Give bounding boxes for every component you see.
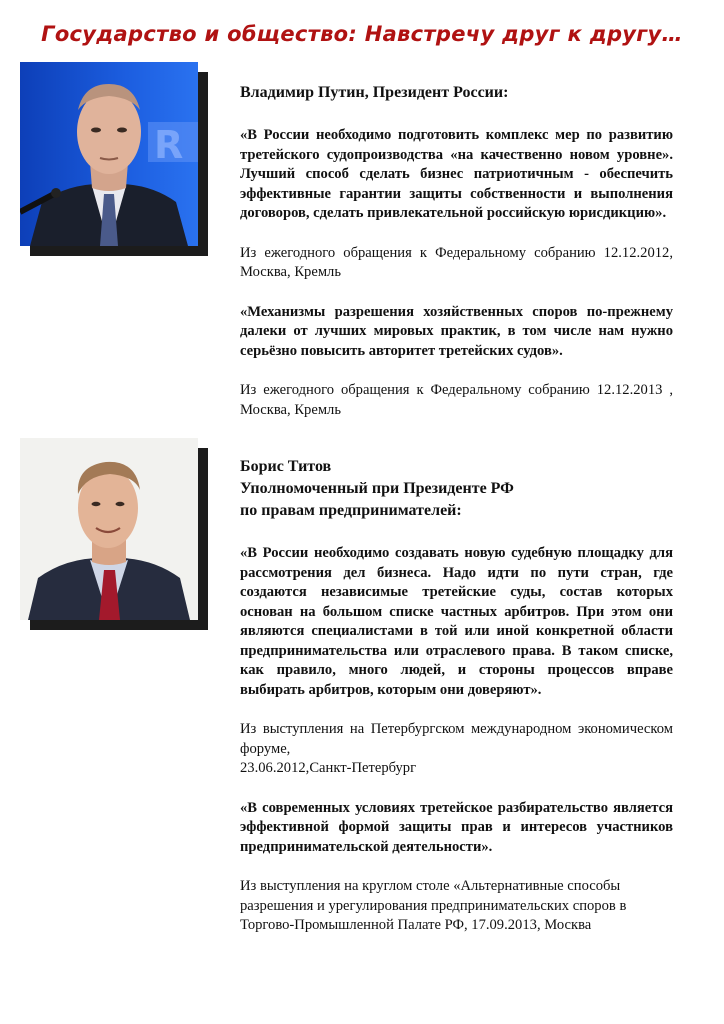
speaker-name: Владимир Путин, Президент России: — [240, 84, 509, 101]
speaker-title: по правам предпринимателей: — [240, 502, 462, 519]
quote: «В России необходимо подготовить комплекс мер по развитию третейского судопроизводства «на качественно новом уровне». Лучший способ сделать бизнес патриотичным - обеспечить эффективные гарантии защиты собственности и выполнения договоров, сделать привлекательной российскую юрисдикцию». — [240, 127, 673, 221]
quote-source: Из ежегодного обращения к Федеральному собранию 12.12.2013 , Москва, Кремль — [240, 382, 673, 418]
quote-source: Из выступления на Петербургском международном экономическом форуме, — [240, 721, 673, 757]
putin-statements — [240, 82, 673, 420]
titov-statements — [240, 456, 673, 936]
quote: «Механизмы разрешения хозяйственных споров по-прежнему далеки от лучших мировых практик, в том числе нам нужно серьёзно повысить авторитет третейских судов». — [240, 303, 673, 359]
quote-source: Из ежегодного обращения к Федеральному собранию 12.12.2012, Москва, Кремль — [240, 244, 673, 280]
page-title: Государство и общество: Навстречу друг к другу… — [41, 22, 683, 46]
quote: «В России необходимо создавать новую судебную площадку для рассмотрения дел бизнеса. Надо идти по пути стран, где создаются независимые третейские суды, состав которых основан на большом списке частных арбитров. При этом они являются специалистами в той или иной конкретной области предпринимательства или отраслевого права. В таком списке, как правило, много людей, и стороны процессов вправе выбирать арбитров, которым они доверяют». — [240, 545, 673, 698]
quote-source: Торгово-Промышленной Палате РФ, 17.09.2013, Москва — [240, 917, 592, 933]
putin-photo-frame — [20, 62, 198, 246]
quote-source: разрешения и урегулирования предпринимательских споров в — [240, 897, 627, 914]
titov-photo-frame — [20, 438, 198, 620]
quote-source: Из выступления на круглом столе «Альтернативные способы — [240, 878, 621, 894]
speaker-title: Уполномоченный при Президенте РФ — [240, 480, 514, 497]
svg-text:R: R — [154, 123, 184, 167]
speaker-name: Борис Титов — [240, 458, 332, 475]
putin-portrait — [20, 62, 198, 246]
quote: «В современных условиях третейское разбирательство является эффективной формой защиты прав и интересов участников предпринимательской деятельности». — [240, 799, 673, 855]
quote-source: 23.06.2012,Санкт-Петербург — [240, 760, 417, 776]
titov-portrait — [20, 438, 198, 620]
